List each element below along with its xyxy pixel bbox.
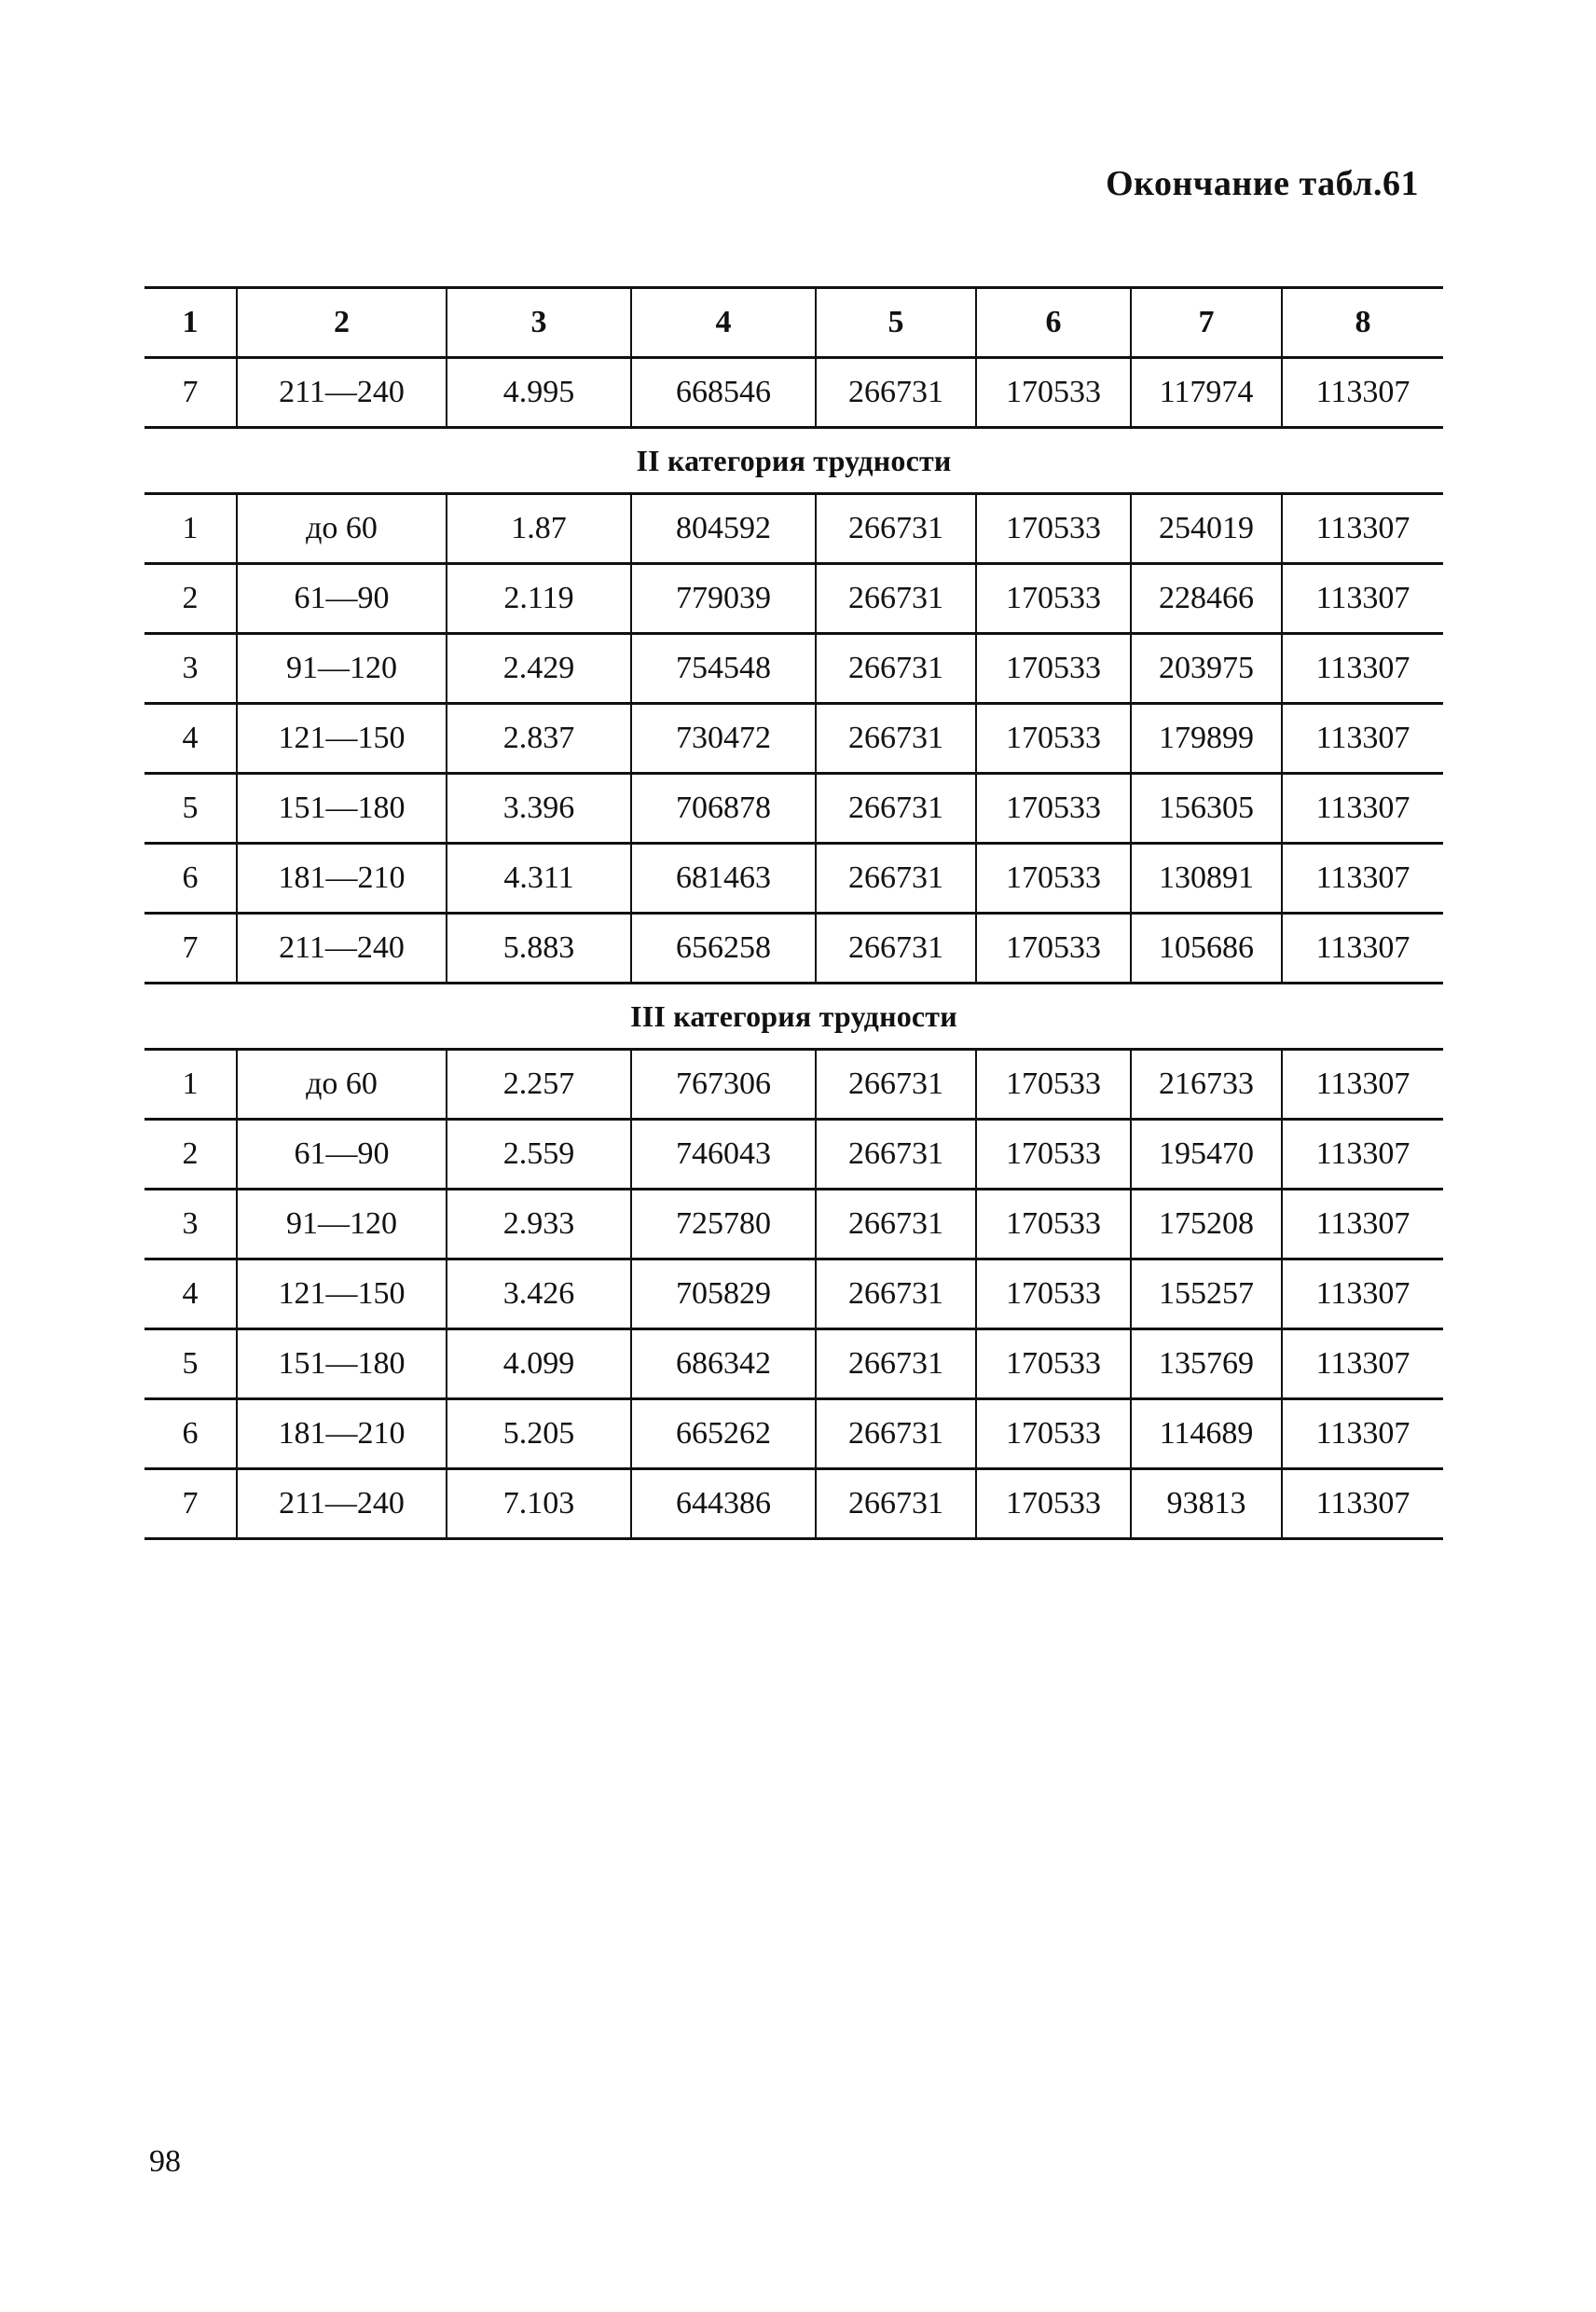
table-cell-col-2: 151—180	[237, 1329, 447, 1399]
table-row	[144, 1399, 1443, 1469]
table-cell-col-3: 3	[447, 288, 631, 358]
table-cell-col-6: 170533	[976, 564, 1131, 634]
page-number: 98	[149, 2144, 181, 2179]
table-cell-col-7: 117974	[1131, 358, 1282, 428]
table-cell-col-1: 2	[144, 564, 237, 634]
table-cell-col-1: 6	[144, 844, 237, 914]
table-cell-col-3: 2.257	[447, 1050, 631, 1120]
table-row	[144, 704, 1443, 774]
table-cell-col-1: 4	[144, 1259, 237, 1329]
table-cell-col-3: 5.883	[447, 914, 631, 984]
table-cell-col-4: 665262	[631, 1399, 816, 1469]
table-cell-col-3: 5.205	[447, 1399, 631, 1469]
table-cell-col-7: 105686	[1131, 914, 1282, 984]
table-cell-col-1: 2	[144, 1120, 237, 1190]
table-cell-col-8: 113307	[1282, 914, 1443, 984]
table-cell-col-1: 4	[144, 704, 237, 774]
table-row	[144, 634, 1443, 704]
table-cell-col-7: 114689	[1131, 1399, 1282, 1469]
table-cell-col-7: 203975	[1131, 634, 1282, 704]
table-cell-col-5: 266731	[816, 1399, 976, 1469]
table-cell-col-1: 7	[144, 914, 237, 984]
table-cell-col-7: 130891	[1131, 844, 1282, 914]
table-cell-col-2: 61—90	[237, 564, 447, 634]
table-row	[144, 564, 1443, 634]
table-cell-col-1: 5	[144, 774, 237, 844]
table-cell-col-2: 151—180	[237, 774, 447, 844]
table-cell-col-8: 113307	[1282, 844, 1443, 914]
table-cell-col-6: 6	[976, 288, 1131, 358]
table-cell-col-5: 266731	[816, 774, 976, 844]
table-row	[144, 844, 1443, 914]
table-cell-col-2: 121—150	[237, 704, 447, 774]
table-cell-col-4: 705829	[631, 1259, 816, 1329]
table-cell-col-1: 3	[144, 1190, 237, 1259]
table-cell-col-7: 156305	[1131, 774, 1282, 844]
table-cell-col-8: 8	[1282, 288, 1443, 358]
table-cell-col-4: 725780	[631, 1190, 816, 1259]
table-cell-col-4: 686342	[631, 1329, 816, 1399]
section-heading: II категория трудности	[144, 428, 1443, 494]
table-cell-col-6: 170533	[976, 1399, 1131, 1469]
table-cell-col-6: 170533	[976, 844, 1131, 914]
section-heading: III категория трудности	[144, 984, 1443, 1050]
table-cell-col-3: 3.426	[447, 1259, 631, 1329]
table-cell-col-8: 113307	[1282, 1399, 1443, 1469]
table-cell-col-2: 91—120	[237, 1190, 447, 1259]
table-cell-col-7: 254019	[1131, 494, 1282, 564]
table-cell-col-8: 113307	[1282, 1329, 1443, 1399]
table-cell-col-6: 170533	[976, 1190, 1131, 1259]
table-cell-col-5: 266731	[816, 358, 976, 428]
table-cell-col-6: 170533	[976, 914, 1131, 984]
table-cell-col-3: 2.837	[447, 704, 631, 774]
table-cell-col-3: 3.396	[447, 774, 631, 844]
table-cell-col-6: 170533	[976, 704, 1131, 774]
table-row	[144, 1329, 1443, 1399]
table-cell-col-6: 170533	[976, 774, 1131, 844]
table-cell-col-6: 170533	[976, 1120, 1131, 1190]
table-cell-col-5: 266731	[816, 704, 976, 774]
table-cell-col-4: 746043	[631, 1120, 816, 1190]
table-cell-col-1: 7	[144, 1469, 237, 1539]
table-cell-col-8: 113307	[1282, 358, 1443, 428]
table-cell-col-2: до 60	[237, 494, 447, 564]
table-cell-col-7: 155257	[1131, 1259, 1282, 1329]
table-cell-col-5: 266731	[816, 1329, 976, 1399]
table-cell-col-5: 266731	[816, 564, 976, 634]
table-cell-col-7: 195470	[1131, 1120, 1282, 1190]
table-cell-col-2: до 60	[237, 1050, 447, 1120]
table-cell-col-5: 266731	[816, 1050, 976, 1120]
table-cell-col-8: 113307	[1282, 774, 1443, 844]
section-heading-row	[144, 428, 1443, 494]
table-cell-col-1: 1	[144, 1050, 237, 1120]
table-cell-col-6: 170533	[976, 1050, 1131, 1120]
table-cell-col-6: 170533	[976, 634, 1131, 704]
table-cell-col-7: 93813	[1131, 1469, 1282, 1539]
table-cell-col-5: 5	[816, 288, 976, 358]
table-cell-col-8: 113307	[1282, 564, 1443, 634]
section-heading-row	[144, 984, 1443, 1050]
table-cell-col-2: 181—210	[237, 1399, 447, 1469]
data-table	[144, 286, 1443, 1540]
table-header-row	[144, 288, 1443, 358]
table-cell-col-7: 175208	[1131, 1190, 1282, 1259]
table-cell-col-6: 170533	[976, 358, 1131, 428]
table-cell-col-6: 170533	[976, 494, 1131, 564]
table-cell-col-1: 1	[144, 288, 237, 358]
table-cell-col-2: 181—210	[237, 844, 447, 914]
table-cell-col-3: 1.87	[447, 494, 631, 564]
table-cell-col-8: 113307	[1282, 1469, 1443, 1539]
table-cell-col-4: 767306	[631, 1050, 816, 1120]
table-cell-col-5: 266731	[816, 494, 976, 564]
table-cell-col-1: 7	[144, 358, 237, 428]
table-cell-col-3: 4.995	[447, 358, 631, 428]
table-cell-col-2: 91—120	[237, 634, 447, 704]
table-cell-col-2: 211—240	[237, 1469, 447, 1539]
table-cell-col-3: 4.311	[447, 844, 631, 914]
table-row	[144, 1050, 1443, 1120]
table-cell-col-5: 266731	[816, 914, 976, 984]
table-cell-col-5: 266731	[816, 844, 976, 914]
table-cell-col-4: 656258	[631, 914, 816, 984]
table-cell-col-7: 179899	[1131, 704, 1282, 774]
table-cell-col-4: 730472	[631, 704, 816, 774]
table-cell-col-5: 266731	[816, 1259, 976, 1329]
table-cell-col-5: 266731	[816, 1120, 976, 1190]
table-row	[144, 1259, 1443, 1329]
table-cell-col-8: 113307	[1282, 634, 1443, 704]
table-row	[144, 914, 1443, 984]
table-cell-col-1: 3	[144, 634, 237, 704]
table-row	[144, 494, 1443, 564]
table-cell-col-1: 6	[144, 1399, 237, 1469]
table-body	[144, 288, 1443, 1539]
table-cell-col-3: 7.103	[447, 1469, 631, 1539]
table-cell-col-4: 668546	[631, 358, 816, 428]
table-cell-col-4: 644386	[631, 1469, 816, 1539]
table-row	[144, 1120, 1443, 1190]
table-cell-col-7: 228466	[1131, 564, 1282, 634]
table-cell-col-3: 2.559	[447, 1120, 631, 1190]
table-cell-col-4: 706878	[631, 774, 816, 844]
table-cell-col-8: 113307	[1282, 1259, 1443, 1329]
table-cell-col-1: 5	[144, 1329, 237, 1399]
table-cell-col-7: 135769	[1131, 1329, 1282, 1399]
table-cell-col-2: 61—90	[237, 1120, 447, 1190]
page-title: Окончание табл.61	[1106, 164, 1419, 203]
table-row	[144, 1469, 1443, 1539]
table-cell-col-4: 681463	[631, 844, 816, 914]
table-cell-col-3: 2.119	[447, 564, 631, 634]
table-cell-col-4: 804592	[631, 494, 816, 564]
table-cell-col-4: 754548	[631, 634, 816, 704]
table-cell-col-6: 170533	[976, 1259, 1131, 1329]
table-cell-col-7: 216733	[1131, 1050, 1282, 1120]
table-cell-col-3: 2.933	[447, 1190, 631, 1259]
table-cell-col-8: 113307	[1282, 1050, 1443, 1120]
table-row	[144, 774, 1443, 844]
table-cell-col-5: 266731	[816, 1469, 976, 1539]
table-cell-col-1: 1	[144, 494, 237, 564]
table-cell-col-3: 4.099	[447, 1329, 631, 1399]
table-cell-col-4: 4	[631, 288, 816, 358]
table-cell-col-2: 2	[237, 288, 447, 358]
table-cell-col-2: 121—150	[237, 1259, 447, 1329]
table-cell-col-5: 266731	[816, 634, 976, 704]
table-cell-col-8: 113307	[1282, 1120, 1443, 1190]
table-cell-col-6: 170533	[976, 1329, 1131, 1399]
table-cell-col-7: 7	[1131, 288, 1282, 358]
table-row	[144, 358, 1443, 428]
table-cell-col-6: 170533	[976, 1469, 1131, 1539]
table-cell-col-8: 113307	[1282, 1190, 1443, 1259]
table-cell-col-5: 266731	[816, 1190, 976, 1259]
table-cell-col-4: 779039	[631, 564, 816, 634]
table-cell-col-2: 211—240	[237, 914, 447, 984]
table-cell-col-2: 211—240	[237, 358, 447, 428]
table-row	[144, 1190, 1443, 1259]
table-cell-col-8: 113307	[1282, 494, 1443, 564]
table-cell-col-3: 2.429	[447, 634, 631, 704]
table-cell-col-8: 113307	[1282, 704, 1443, 774]
